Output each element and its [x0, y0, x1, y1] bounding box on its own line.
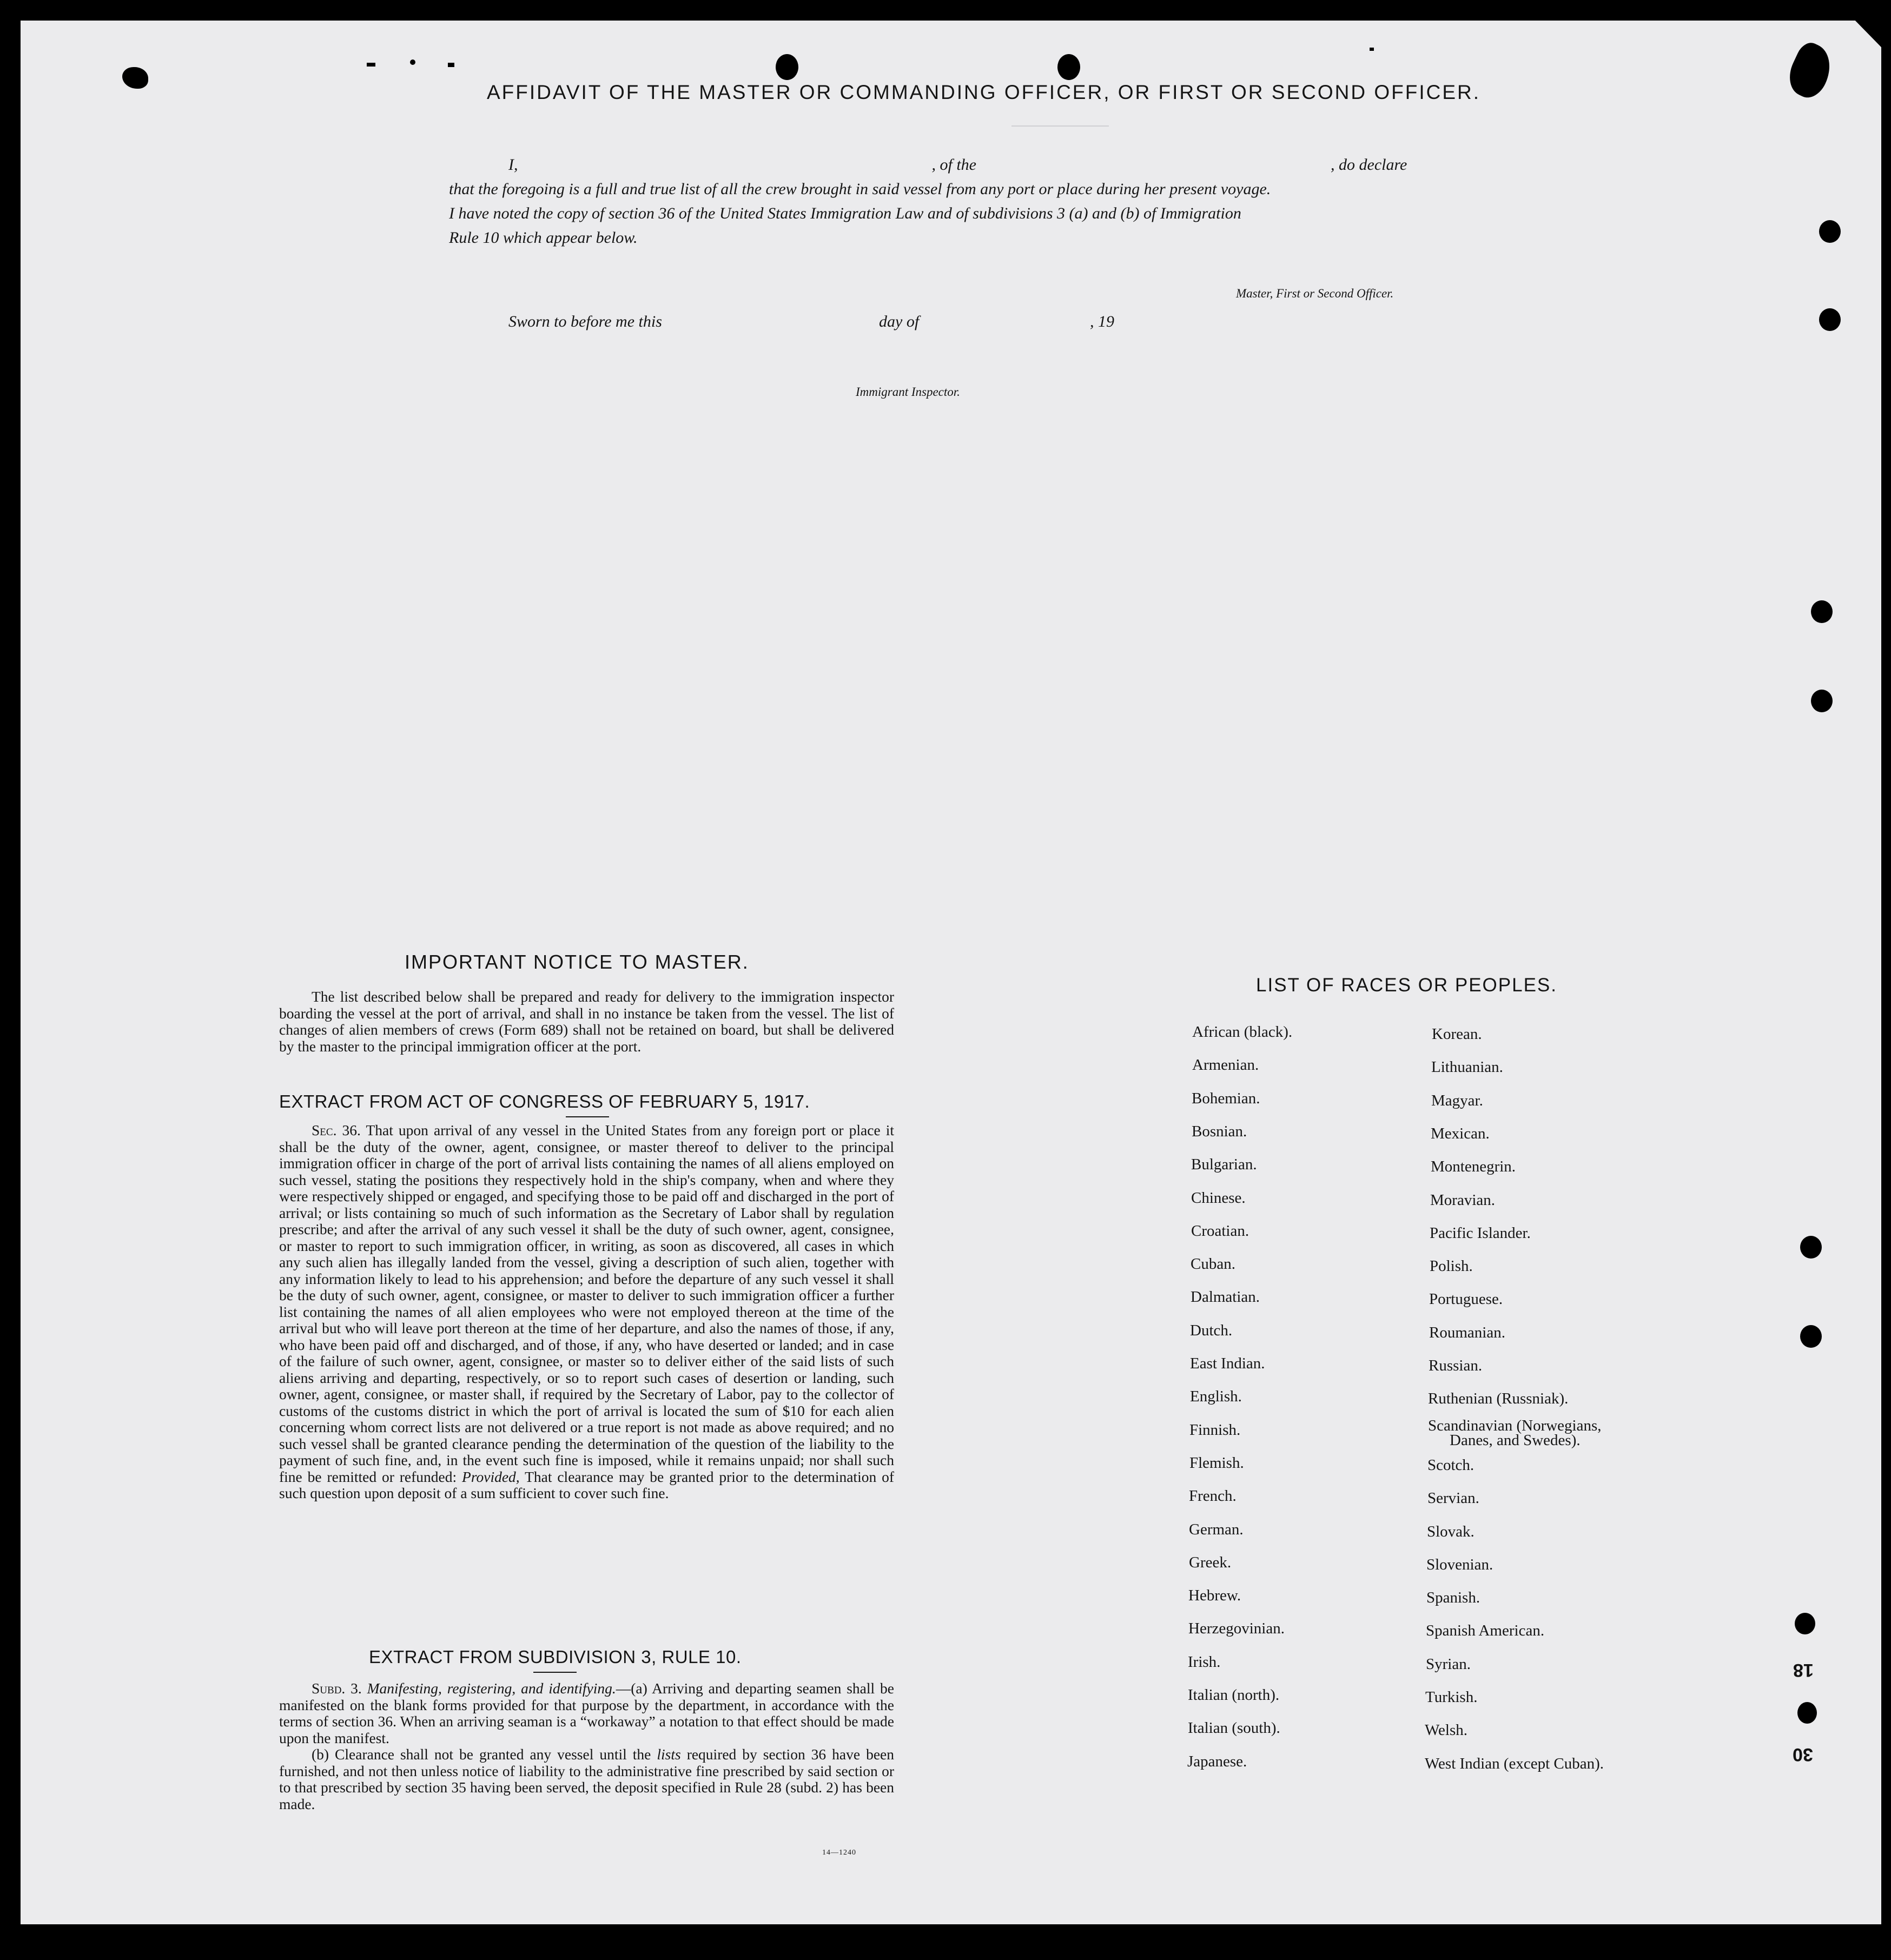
- race-item: East Indian.: [1190, 1355, 1265, 1372]
- punch-hole: [1819, 220, 1841, 243]
- race-item: Slovak.: [1427, 1523, 1475, 1540]
- inspector-signature-label: Immigrant Inspector.: [856, 385, 960, 399]
- stray-mark: [448, 63, 454, 67]
- race-item: Finnish.: [1189, 1421, 1241, 1439]
- extract-act-title: EXTRACT FROM ACT OF CONGRESS OF FEBRUARY 5, 1917.: [279, 1091, 896, 1117]
- race-item: Croatian.: [1191, 1222, 1249, 1240]
- punch-hole: [1819, 308, 1841, 331]
- race-item: Lithuanian.: [1431, 1058, 1503, 1076]
- race-item: German.: [1189, 1521, 1244, 1538]
- punch-hole: [1811, 690, 1833, 712]
- race-item: Japanese.: [1187, 1753, 1247, 1770]
- race-item: West Indian (except Cuban).: [1425, 1755, 1604, 1772]
- stray-mark: [1370, 48, 1374, 51]
- notice-body: [279, 989, 894, 1055]
- affidavit-line-4: Rule 10 which appear below.: [449, 229, 638, 247]
- faint-rule: [1011, 125, 1109, 127]
- race-item: Flemish.: [1189, 1454, 1244, 1472]
- race-item: Italian (south).: [1188, 1719, 1280, 1737]
- form-number: 14—1240: [822, 1849, 856, 1857]
- punch-hole: [1797, 1702, 1817, 1724]
- section-label: Sec. 36.: [312, 1122, 361, 1138]
- punch-hole: [776, 54, 798, 80]
- affidavit-line-2: that the foregoing is a full and true list of all the crew brought in said vessel from any port or place during her present voyage.: [449, 180, 1271, 198]
- margin-number: 30: [1793, 1744, 1813, 1765]
- race-item: Portuguese.: [1429, 1290, 1503, 1308]
- race-item: Pacific Islander.: [1430, 1224, 1531, 1242]
- race-item: Spanish American.: [1426, 1622, 1545, 1639]
- section-36-paragraph: Sec. 36. That upon arrival of any vessel in the United States from any foreign port or place it shall be the duty of the owner, agent, consignee, or master thereof to deliver to the principal immigration officer in charge of the port of arrival lists containing the names of all aliens employed on such vessel, stating the positions they respectively hold in the ship's company, when and where they were respectively shipped or engaged, and specifying those to be paid off and discharged in the port of arrival; or lists containing so much of such information as the Secretary of Labor shall by regulation prescribe; and after the arrival of any such vessel it shall be the duty of such owner, agent, consignee, or master to report to such immigration officer, in writing, as soon as discovered, all cases in which any such alien has illegally landed from the vessel, giving a description of such alien, together with any information likely to lead to his apprehension; and before the departure of any such vessel it shall be the duty of such owner, agent, consignee, or master to deliver to such immigration officer a further list containing the names of all alien employees who were not employed thereon at the time of the arrival but who will leave port thereon at the time of her departure, and also the names of those, if any, who have been paid off and discharged, and of those, if any, who have deserted or landed; and in case of the failure of such owner, agent, consignee, or master so to deliver either of the said lists of such aliens arriving and departing, respectively, or so to report such cases of desertion or landing, such owner, agent, consignee, or master shall, if required by the Secretary of Labor, pay to the collector of customs of the customs district in which the port of arrival is located the sum of $10 for each alien concerning whom correct lists are not delivered or a true report is not made as above required; and no such vessel shall be granted clearance pending the determination of the question of the liability to the payment of such fine, and, in the event such fine is imposed, while it remains unpaid; nor shall such fine be remitted or refunded: Provided, That clearance may be granted prior to the determination of such question upon deposit of a sum sufficient to cover such fine.: [279, 1122, 895, 1501]
- year-label: , 19: [1090, 313, 1114, 330]
- stray-mark: [410, 59, 415, 65]
- race-item: Magyar.: [1431, 1092, 1483, 1109]
- race-item: Slovenian.: [1426, 1556, 1493, 1573]
- punch-hole: [1057, 54, 1080, 80]
- race-item: Herzegovinian.: [1188, 1620, 1285, 1637]
- race-item: Dalmatian.: [1191, 1288, 1260, 1306]
- master-signature-label: Master, First or Second Officer.: [1236, 287, 1394, 300]
- race-item: Greek.: [1189, 1554, 1232, 1571]
- race-item: Bohemian.: [1192, 1090, 1260, 1107]
- race-item: Armenian.: [1192, 1056, 1259, 1074]
- notice-title: IMPORTANT NOTICE TO MASTER.: [405, 951, 749, 973]
- stray-mark: [367, 63, 375, 67]
- punch-hole: [1795, 1613, 1815, 1634]
- subdivision-b-paragraph: (b) Clearance shall not be granted any vessel until the lists required by section 36 have been furnished, and not then unless notice of liability to the administrative fine prescribed by said section or to that prescribed by section 35 having been served, the deposit specified in Rule 28 (subd. 2) has been made.: [279, 1746, 894, 1812]
- race-item: Chinese.: [1191, 1189, 1246, 1207]
- race-item: Scandinavian (Norwegians, Danes, and Swedes).: [1428, 1417, 1602, 1449]
- race-item: English.: [1190, 1388, 1242, 1405]
- race-item: Servian.: [1427, 1489, 1479, 1507]
- race-item: Hebrew.: [1188, 1587, 1241, 1604]
- affidavit-line-3: I have noted the copy of section 36 of the United States Immigration Law and of subdivisions 3 (a) and (b) of Immigration: [449, 204, 1241, 222]
- affidavit-title: AFFIDAVIT OF THE MASTER OR COMMANDING OFFICER, OR FIRST OR SECOND OFFICER.: [487, 81, 1481, 103]
- races-title: LIST OF RACES OR PEOPLES.: [1256, 975, 1558, 996]
- sworn-label: Sworn to before me this: [508, 313, 662, 330]
- margin-number: 18: [1793, 1660, 1814, 1680]
- race-item: Mexican.: [1431, 1125, 1490, 1142]
- extract-rule-body: [279, 1680, 894, 1812]
- punch-hole: [1811, 600, 1833, 623]
- manifest-page: [21, 21, 1881, 1924]
- race-item: Spanish.: [1426, 1589, 1480, 1606]
- race-item: Montenegrin.: [1431, 1158, 1516, 1175]
- race-item: Bulgarian.: [1191, 1156, 1257, 1173]
- race-item: Syrian.: [1426, 1656, 1471, 1673]
- race-item: Roumanian.: [1429, 1324, 1505, 1341]
- race-item: Italian (north).: [1188, 1686, 1280, 1704]
- extract-act-body: [279, 1122, 894, 1502]
- race-item: Turkish.: [1425, 1688, 1478, 1706]
- race-item: Moravian.: [1430, 1191, 1495, 1209]
- punch-hole: [1800, 1325, 1822, 1348]
- race-item: Korean.: [1432, 1025, 1482, 1043]
- race-item: Irish.: [1188, 1653, 1221, 1671]
- extract-rule-title: EXTRACT FROM SUBDIVISION 3, RULE 10.: [369, 1647, 742, 1673]
- race-item: African (black).: [1192, 1023, 1293, 1041]
- race-item: Ruthenian (Russniak).: [1428, 1390, 1569, 1407]
- subdivision-a-paragraph: Subd. 3. Manifesting, registering, and identifying.—(a) Arriving and departing seamen shall be manifested on the blank forms provided for that purpose by the department, in accordance with the terms of section 36. When an arriving seaman is a “workaway” a notation to that effect should be made upon the manifest.: [279, 1680, 894, 1746]
- race-item: Scotch.: [1427, 1456, 1475, 1474]
- race-item: French.: [1189, 1487, 1237, 1505]
- affidavit-text: [449, 153, 1480, 250]
- race-item: Cuban.: [1191, 1255, 1235, 1273]
- race-item: Bosnian.: [1192, 1123, 1247, 1140]
- race-item: Dutch.: [1190, 1322, 1233, 1339]
- punch-hole: [1800, 1236, 1822, 1259]
- day-of-label: day of: [879, 313, 920, 330]
- race-item: Russian.: [1429, 1357, 1483, 1374]
- race-item: Polish.: [1430, 1257, 1473, 1275]
- affidavit-line-1: I, , of the , do declare: [508, 156, 1407, 174]
- race-item: Welsh.: [1425, 1721, 1468, 1739]
- notice-paragraph: The list described below shall be prepared and ready for delivery to the immigration inspector boarding the vessel at the port of arrival, and shall in no instance be taken from the vessel. The list of changes of alien members of crews (Form 689) shall not be retained on board, but shall be delivered by the master to the principal immigration officer at the port.: [279, 988, 894, 1055]
